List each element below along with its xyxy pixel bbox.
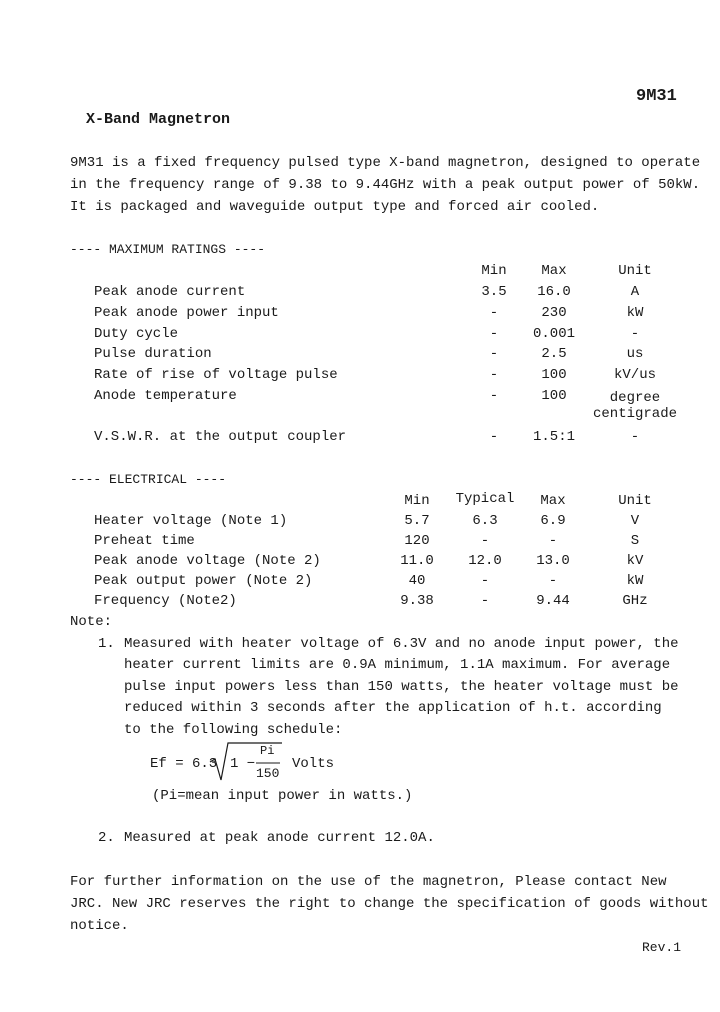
rating-max: 1.5:1 — [532, 429, 575, 445]
max-ratings-col-max: Max — [541, 263, 567, 279]
rating-min: - — [489, 388, 499, 404]
footer-line-2: JRC. New JRC reserves the right to change the specification of goods without — [70, 896, 709, 912]
formula-lhs: Ef = 6.3 — [150, 756, 218, 772]
formula-one-minus: 1 − — [230, 756, 256, 772]
footer-line-3: notice. — [70, 918, 129, 934]
intro-line-3: It is packaged and waveguide output type and forced air cooled. — [70, 199, 600, 215]
page-title: X-Band Magnetron — [86, 111, 231, 128]
part-number: 9M31 — [636, 87, 677, 106]
notes-heading: Note: — [70, 614, 113, 630]
electrical-max: 9.44 — [536, 593, 570, 609]
electrical-min: 11.0 — [400, 553, 434, 569]
rating-max: 2.5 — [541, 346, 567, 362]
formula-caption: (Pi=mean input power in watts.) — [152, 788, 413, 804]
rating-min: - — [489, 346, 499, 362]
max-ratings-col-min: Min — [481, 263, 507, 279]
max-ratings-col-unit: Unit — [618, 263, 652, 279]
formula-denominator: 150 — [256, 766, 280, 781]
rating-label: V.S.W.R. at the output coupler — [94, 429, 347, 445]
revision-label: Rev.1 — [642, 940, 682, 955]
electrical-unit: S — [630, 533, 640, 549]
rating-max: 100 — [541, 367, 567, 383]
electrical-label: Frequency (Note2) — [94, 593, 237, 609]
rating-label: Anode temperature — [94, 388, 237, 404]
electrical-min: 120 — [404, 533, 430, 549]
formula-unit: Volts — [292, 756, 335, 772]
note-1-number: 1. — [98, 636, 115, 652]
electrical-label: Preheat time — [94, 533, 195, 549]
electrical-typical: - — [480, 593, 490, 609]
rating-min: 3.5 — [481, 284, 507, 300]
note-2-number: 2. — [98, 830, 115, 846]
note-1-line-4: reduced within 3 seconds after the application of h.t. according — [124, 700, 662, 716]
rating-max: 230 — [541, 305, 567, 321]
electrical-unit: kW — [626, 573, 644, 589]
rating-label: Peak anode power input — [94, 305, 279, 321]
rating-unit: - — [630, 429, 640, 445]
rating-unit: kV/us — [613, 367, 656, 383]
electrical-label: Peak anode voltage (Note 2) — [94, 553, 321, 569]
electrical-typical: 12.0 — [468, 553, 502, 569]
electrical-unit: V — [630, 513, 640, 529]
rating-label: Rate of rise of voltage pulse — [94, 367, 338, 383]
formula-numerator: Pi — [260, 744, 275, 758]
electrical-col-min: Min — [404, 493, 430, 509]
electrical-max: 13.0 — [536, 553, 570, 569]
electrical-max: 6.9 — [540, 513, 566, 529]
electrical-unit: kV — [626, 553, 644, 569]
rating-min: - — [489, 429, 499, 445]
rating-min: - — [489, 305, 499, 321]
electrical-min: 9.38 — [400, 593, 434, 609]
rating-min: - — [489, 367, 499, 383]
electrical-min: 5.7 — [404, 513, 430, 529]
electrical-heading: ---- ELECTRICAL ---- — [70, 472, 227, 487]
electrical-max: - — [548, 573, 558, 589]
electrical-col-unit: Unit — [618, 493, 652, 509]
heater-voltage-formula — [148, 740, 368, 784]
rating-max: 100 — [541, 388, 567, 404]
note-2-text: Measured at peak anode current 12.0A. — [124, 830, 435, 846]
note-1-line-2: heater current limits are 0.9A minimum, 1.1A maximum. For average — [124, 657, 671, 673]
rating-min: - — [489, 326, 499, 342]
footer-line-1: For further information on the use of the magnetron, Please contact New — [70, 874, 667, 890]
intro-line-2: in the frequency range of 9.38 to 9.44GHz with a peak output power of 50kW. — [70, 177, 701, 193]
rating-max: 0.001 — [532, 326, 575, 342]
electrical-max: - — [548, 533, 558, 549]
electrical-col-max: Max — [540, 493, 566, 509]
max-ratings-heading: ---- MAXIMUM RATINGS ---- — [70, 242, 266, 257]
rating-max: 16.0 — [537, 284, 571, 300]
electrical-typical: - — [480, 533, 490, 549]
electrical-col-typical: Typical — [455, 491, 515, 507]
rating-label: Duty cycle — [94, 326, 179, 342]
electrical-min: 40 — [408, 573, 426, 589]
electrical-typical: 6.3 — [472, 513, 498, 529]
rating-unit: degree — [609, 390, 661, 406]
rating-label: Pulse duration — [94, 346, 212, 362]
electrical-unit: GHz — [622, 593, 648, 609]
electrical-label: Peak output power (Note 2) — [94, 573, 313, 589]
electrical-label: Heater voltage (Note 1) — [94, 513, 288, 529]
rating-unit: A — [630, 284, 640, 300]
intro-line-1: 9M31 is a fixed frequency pulsed type X-band magnetron, designed to operate — [70, 155, 701, 171]
electrical-typical: - — [480, 573, 490, 589]
note-1-line-5: to the following schedule: — [124, 722, 343, 738]
rating-label: Peak anode current — [94, 284, 246, 300]
note-1-line-1: Measured with heater voltage of 6.3V and no anode input power, the — [124, 636, 679, 652]
rating-unit: us — [626, 346, 644, 362]
rating-unit: kW — [626, 305, 644, 321]
rating-unit-continued: centigrade — [592, 406, 677, 422]
rating-unit: - — [630, 326, 640, 342]
note-1-line-3: pulse input powers less than 150 watts, the heater voltage must be — [124, 679, 679, 695]
